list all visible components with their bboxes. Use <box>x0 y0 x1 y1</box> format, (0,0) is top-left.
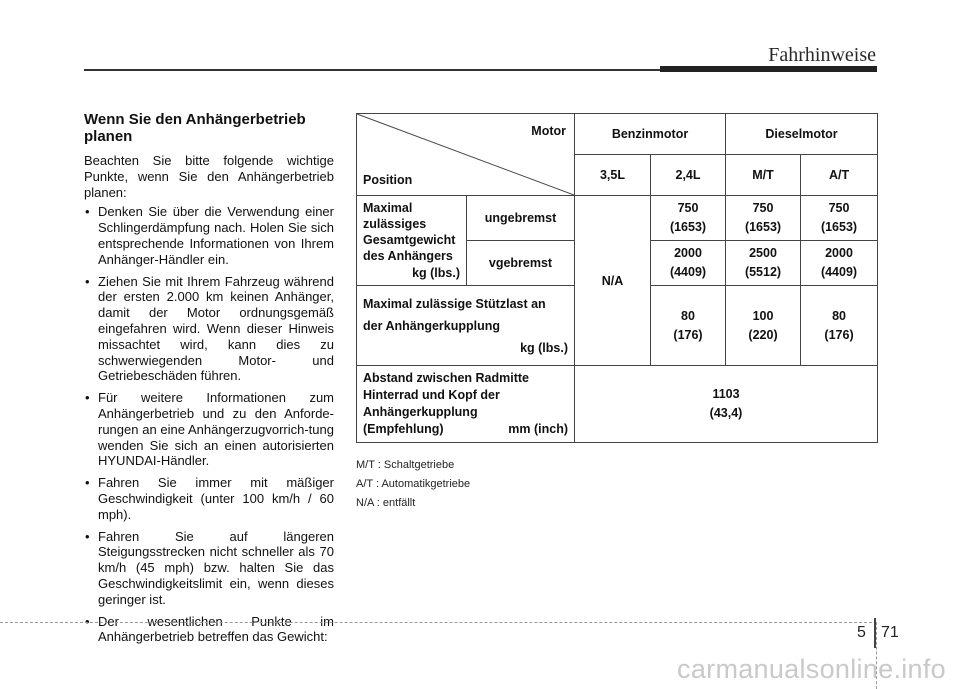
unit-label: kg (lbs.) <box>520 340 568 355</box>
label-line: der Anhängerkupplung <box>363 318 501 333</box>
list-item-text: Denken Sie über die Verwendung einer Schlingerdämpfung nach. Holen Sie sich entsprechende Informationen von Ihrem Anhänger-Händler ein. <box>98 204 334 267</box>
position-label: Position <box>363 173 413 187</box>
chapter-title: Fahrhinweise <box>768 44 876 66</box>
stuetzlast-label <box>357 286 575 366</box>
footer-rule <box>0 622 877 624</box>
list-item-text: Fahren Sie immer mit mäßiger Geschwindigkeit (unter 100 km/h / 60 mph). <box>98 475 334 522</box>
left-column <box>84 111 334 651</box>
bullet-icon: • <box>85 475 90 491</box>
gebremst-label: vgebremst <box>467 241 575 286</box>
gesamtgewicht-label <box>357 196 467 286</box>
label-line: (Empfehlung) <box>363 422 444 436</box>
sub-header-35l: 3,5L <box>575 155 651 196</box>
page-number-separator <box>874 618 876 648</box>
abstand-label <box>357 366 575 443</box>
list-item <box>84 529 334 608</box>
motor-label: Motor <box>531 124 566 138</box>
bullet-icon: • <box>85 613 90 629</box>
benzin-header: Benzinmotor <box>575 114 726 155</box>
footnote: A/T : Automatikgetriebe <box>356 478 471 490</box>
list-item-text: Für weitere Informationen zum Anhängerbetrieb und zu den Anforde-rungen an eine Anhängerzugvorrich-tung wenden Sie sich an einen autorisierten HYUNDAI-Händler. <box>98 390 334 469</box>
gebremst-at: 2000 (4409) <box>801 241 878 286</box>
bullet-icon: • <box>85 273 90 289</box>
stuetzlast-mt: 100 (220) <box>726 286 801 366</box>
list-item <box>84 475 334 522</box>
label-line: Maximal zulässige Stützlast an <box>363 296 546 311</box>
footnote: N/A : entfällt <box>356 497 416 509</box>
label-line: Abstand zwischen Radmitte <box>363 371 529 385</box>
abstand-value: 1103 (43,4) <box>575 366 878 443</box>
section-heading: Wenn Sie den Anhängerbetrieb planen <box>84 111 306 145</box>
sub-header-mt: M/T <box>726 155 801 196</box>
label-line: zulässiges <box>363 216 427 231</box>
sub-header-at: A/T <box>801 155 878 196</box>
ungebremst-mt: 750 (1653) <box>726 196 801 241</box>
label-line: Hinterrad und Kopf der <box>363 388 500 402</box>
stuetzlast-24l: 80 (176) <box>651 286 726 366</box>
ungebremst-at: 750 (1653) <box>801 196 878 241</box>
na-cell: N/A <box>575 196 651 366</box>
unit-label: mm (inch) <box>508 422 568 436</box>
list-item-text: Fahren Sie auf längeren Steigungsstrecken nicht schneller als 70 km/h (45 mph) bzw. halten Sie das Geschwindigkeitslimit ein, wenn dieses geringer ist. <box>98 528 334 607</box>
list-item <box>84 390 334 469</box>
bullet-list <box>84 204 334 645</box>
header-rule-accent <box>660 66 877 72</box>
gebremst-24l: 2000 (4409) <box>651 241 726 286</box>
header-diagonal-cell <box>357 114 575 196</box>
footnotes <box>356 456 470 513</box>
intro-paragraph: Beachten Sie bitte folgende wichtige Punkte, wenn Sie den Anhängerbetrieb planen: <box>84 153 334 200</box>
list-item <box>84 614 334 646</box>
diesel-header: Dieselmotor <box>726 114 878 155</box>
watermark: carmanualsonline.info <box>677 654 946 684</box>
list-item <box>84 204 334 267</box>
list-item-text: Der wesentlichen Punkte im Anhängerbetrieb betreffen das Gewicht: <box>98 613 334 645</box>
gebremst-mt: 2500 (5512) <box>726 241 801 286</box>
bullet-icon: • <box>85 528 90 544</box>
ungebremst-label: ungebremst <box>467 196 575 241</box>
unit-label: kg (lbs.) <box>412 265 460 280</box>
label-line: des Anhängers <box>363 248 453 263</box>
bullet-icon: • <box>85 204 90 220</box>
page-number: 71 <box>881 624 899 641</box>
ungebremst-24l: 750 (1653) <box>651 196 726 241</box>
bullet-icon: • <box>85 390 90 406</box>
footnote: M/T : Schaltgetriebe <box>356 459 455 471</box>
list-item <box>84 274 334 385</box>
list-item-text: Ziehen Sie mit Ihrem Fahrzeug während der ersten 2.000 km keinen Anhänger, damit der Motor ordnungsgemäß eingefahren wird. Wenn dieser Hinweis missachtet wird, kann dies zu schwerwiegenden Motor- und Getriebeschäden führen. <box>98 273 334 384</box>
label-line: Maximal <box>363 200 413 215</box>
label-line: Gesamtgewicht <box>363 232 456 247</box>
stuetzlast-at: 80 (176) <box>801 286 878 366</box>
chapter-number: 5 <box>857 624 866 641</box>
trailer-spec-table <box>356 113 878 443</box>
sub-header-24l: 2,4L <box>651 155 726 196</box>
label-line: Anhängerkupplung <box>363 405 478 419</box>
